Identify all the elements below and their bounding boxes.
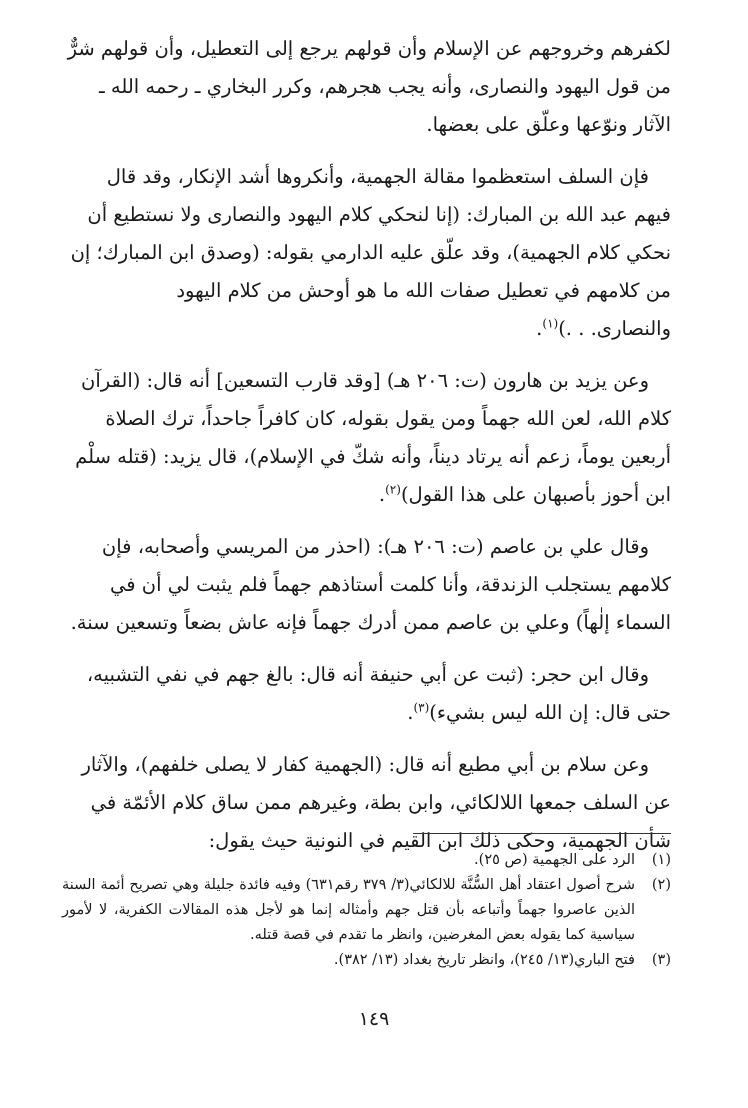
- footnote-ref[interactable]: (١): [542, 316, 559, 331]
- paragraph-6: [62, 746, 671, 860]
- text-line: [62, 476, 671, 514]
- paragraph-1: [62, 30, 671, 144]
- text-fragment: .: [407, 701, 414, 724]
- text-fragment: .: [536, 317, 543, 340]
- paragraph-4: [62, 528, 671, 642]
- text-fragment: .: [378, 483, 386, 506]
- footnote-divider: [413, 833, 671, 834]
- paragraph-5: [62, 656, 671, 732]
- text-line: الآثار ونوّعها وعلّق على بعضها.: [426, 113, 671, 136]
- text-fragment: ابن أحوز بأصبهان على هذا القول): [400, 483, 671, 506]
- text-line: وقال علي بن عاصم (ت: ٢٠٦ هـ): (احذر من المريسي وأصحابه، فإن: [101, 535, 649, 558]
- paragraph-2: [62, 158, 671, 348]
- footnotes: [62, 848, 671, 973]
- text-line: السماء إلٰهاً) وعلي بن عاصم ممن أدرك جهماً فإنه عاش بضعاً وتسعين سنة.: [70, 611, 671, 634]
- page-number: ١٤٩: [358, 1008, 390, 1030]
- body-text: [62, 30, 671, 860]
- footnote-text: الرد على الجهمية (ص ٢٥).: [474, 852, 635, 868]
- text-line: من قول اليهود والنصارى، وأنه يجب هجرهم، وكرر البخاري ـ رحمه الله ـ: [99, 75, 671, 98]
- footnote-number: (٣): [651, 952, 671, 968]
- text-line: [62, 694, 671, 732]
- text-line: لكفرهم وخروجهم عن الإسلام وأن قولهم يرجع إلى التعطيل، وأن قولهم شرٌّ: [67, 37, 671, 60]
- text-line: أربعين يوماً، زعم أنه يرتاد ديناً، وأنه شكّ في الإسلام)، قال يزيد: (قتله سلْم: [75, 445, 671, 468]
- text-fragment: حتى قال: إن الله ليس بشيء): [429, 701, 671, 724]
- footnote-3: [62, 948, 671, 973]
- text-line: نحكي كلام الجهمية)، وقد علّق عليه الدارمي بقوله: (وصدق ابن المبارك؛ إن: [70, 241, 671, 264]
- text-fragment: والنصارى. . .): [558, 317, 671, 340]
- footnote-ref[interactable]: (٢): [385, 482, 401, 497]
- text-line: كلام الله، لعن الله جهماً ومن يقول بقوله، كان كافراً جاحداً، ترك الصلاة: [105, 407, 671, 430]
- paragraph-3: [62, 362, 671, 514]
- text-line: وعن يزيد بن هارون (ت: ٢٠٦ هـ) [وقد قارب التسعين] أنه قال: (القرآن: [81, 369, 649, 392]
- footnote-number: (١): [651, 852, 671, 868]
- footnote-text: فتح الباري(١٣/ ٢٤٥)، وانظر تاريخ بغداد (١٣/ ٣٨٢).: [333, 952, 635, 968]
- footnote-number: (٢): [651, 877, 671, 893]
- text-line: فإن السلف استعظموا مقالة الجهمية، وأنكروها أشد الإنكار، وقد قال: [106, 165, 649, 188]
- footnote-ref[interactable]: (٣): [413, 700, 430, 715]
- text-line: وعن سلام بن أبي مطيع أنه قال: (الجهمية كفار لا يصلى خلفهم)، والآثار: [81, 753, 649, 776]
- text-line: كلامهم يستجلب الزندقة، وأنا كلمت أستاذهم جهماً فلم يثبت لي أن في: [109, 573, 671, 596]
- text-line: فيهم عبد الله بن المبارك: (إنا لنحكي كلام اليهود والنصارى ولا نستطيع أن: [87, 203, 671, 226]
- footnote-1: [62, 848, 671, 873]
- text-line: من كلامهم في تعطيل صفات الله ما هو أوحش من كلام اليهود: [176, 279, 671, 302]
- footnote-2: [62, 873, 671, 948]
- text-line: عن السلف جمعها اللالكائي، وابن بطة، وغيرهم ممن ساق كلام الأئمّة في: [90, 791, 671, 814]
- footnote-text: شرح أصول اعتقاد أهل السُّنَّة للالكائي(٣/ ٣٧٩ رقم٦٣١) وفيه فائدة جليلة وهي تصريح أئمة السنة الذين عاصروا جهماً وأتباعه بأن قتل جهم وأمثاله إنما هو لأجل هذه المقالات الكفرية، لا لأمور سياسية كما يقوله بعض المغرضين، وانظر ما تقدم في قصة قتله.: [62, 877, 635, 943]
- text-line: وقال ابن حجر: (ثبت عن أبي حنيفة أنه قال: بالغ جهم في نفي التشبيه،: [86, 663, 649, 686]
- text-line: شأن الجهمية، وحكى ذلك ابن القيم في النونية حيث يقول:: [208, 829, 671, 852]
- text-line: [62, 310, 671, 348]
